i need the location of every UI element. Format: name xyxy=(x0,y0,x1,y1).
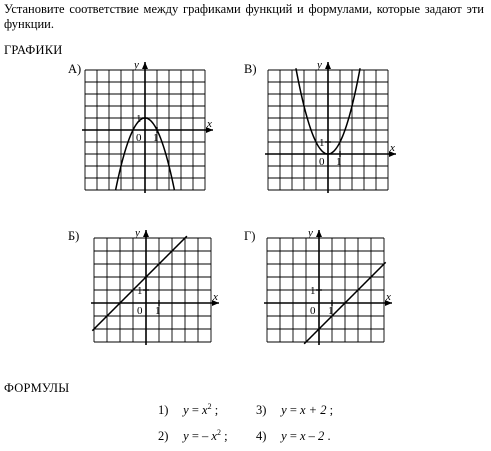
origin-label: 0 xyxy=(137,305,143,317)
y-axis-label: y xyxy=(134,59,139,71)
formula-1: 1) $y = x^2$ ; xyxy=(158,402,219,417)
x-unit-label: 1 xyxy=(336,156,342,168)
y-axis-arrow xyxy=(316,230,322,237)
x-axis-label: x xyxy=(390,142,395,154)
formula-2: 2) y = – $x^2$ ; xyxy=(158,428,228,443)
y-axis-label: y xyxy=(308,227,313,239)
y-unit-label: 1 xyxy=(310,285,316,297)
y-axis-arrow xyxy=(142,62,148,69)
graph-label-b: Б) xyxy=(68,229,80,243)
formula-number: 3) xyxy=(256,403,267,417)
x-unit-label: 1 xyxy=(155,305,161,317)
graph-b xyxy=(94,227,224,358)
formula-number: 4) xyxy=(256,429,267,443)
y-unit-label: 1 xyxy=(137,285,143,297)
x-unit-label: 1 xyxy=(328,305,334,317)
graph-label-v: В) xyxy=(244,62,257,76)
y-unit-label: 1 xyxy=(319,137,325,149)
x-unit-label: 1 xyxy=(153,132,159,144)
graph-label-a: А) xyxy=(68,62,82,76)
graphs-heading: ГРАФИКИ xyxy=(4,43,63,57)
formula-number: 2) xyxy=(158,429,169,443)
x-axis-label: x xyxy=(213,291,218,303)
origin-label: 0 xyxy=(136,132,142,144)
y-axis-arrow xyxy=(143,230,149,237)
y-axis-label: y xyxy=(135,227,140,239)
y-axis-label: y xyxy=(317,59,322,71)
task-statement: Установите соответствие между графиками функций и формулами, которые задают эти функции. xyxy=(4,2,484,31)
formula-3: 3) y = x + 2 ; xyxy=(256,403,334,417)
formula-number: 1) xyxy=(158,403,169,417)
origin-label: 0 xyxy=(319,156,325,168)
x-axis-label: x xyxy=(386,291,391,303)
x-axis-label: x xyxy=(207,118,212,130)
graph-v xyxy=(268,59,398,200)
graph-g xyxy=(267,227,397,358)
y-unit-label: 1 xyxy=(136,113,142,125)
graph-a xyxy=(85,59,215,200)
origin-label: 0 xyxy=(310,305,316,317)
y-axis-arrow xyxy=(325,62,331,69)
formulas-heading: ФОРМУЛЫ xyxy=(4,381,70,395)
graph-label-g: Г) xyxy=(244,229,256,243)
formula-4: 4) y = x – 2 . xyxy=(256,429,331,443)
